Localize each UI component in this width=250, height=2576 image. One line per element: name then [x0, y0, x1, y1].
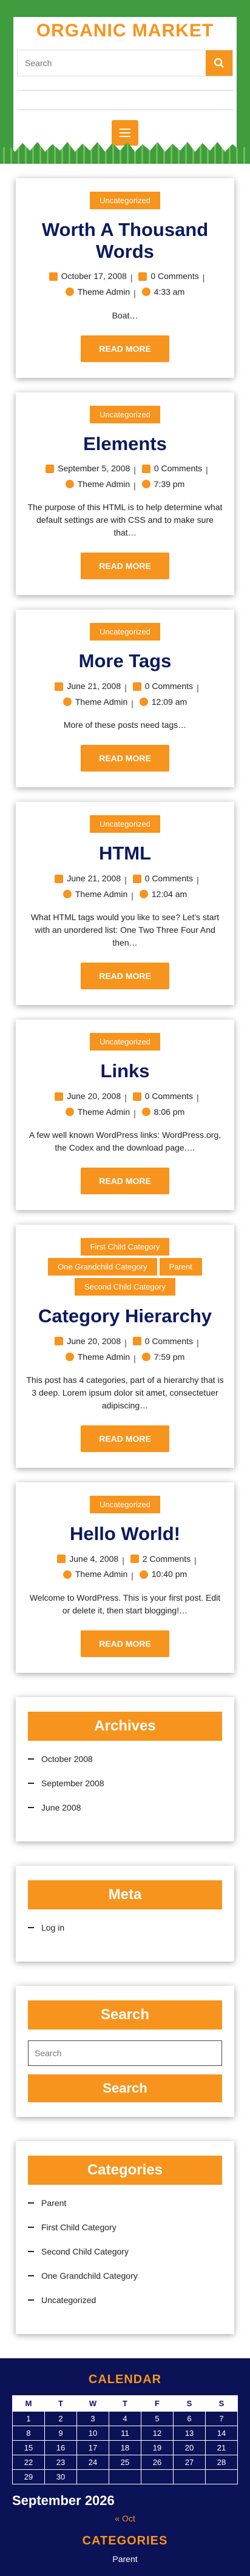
post-excerpt: The purpose of this HTML is to help determine what default settings are with CSS and to make sure that… [27, 502, 223, 538]
post-card [16, 392, 234, 596]
calendar-day: 3 [77, 2412, 109, 2426]
user-icon [66, 1108, 74, 1116]
calendar-day: 1 [13, 2412, 45, 2426]
archive-link[interactable]: June 2008 [28, 1803, 222, 1812]
calendar-week-row [13, 2470, 238, 2484]
comments-icon [138, 272, 147, 281]
user-icon [63, 1570, 72, 1579]
post-date[interactable]: September 5, 2008 [58, 463, 130, 474]
category-badge[interactable]: First Child Category [81, 1238, 170, 1256]
calendar-icon [49, 272, 58, 281]
calendar-table [12, 2395, 238, 2484]
calendar-day: 20 [174, 2441, 206, 2455]
post-comments[interactable]: 0 Comments [144, 681, 193, 691]
calendar-week-row [13, 2455, 238, 2470]
weekday-header: M [13, 2396, 45, 2412]
category-link[interactable]: Parent [28, 2198, 222, 2208]
weekday-header: F [141, 2396, 174, 2412]
site-title[interactable]: ORGANIC MARKET [36, 21, 214, 41]
footer-category-link[interactable]: Parent [112, 2554, 138, 2564]
post-categories [25, 1032, 225, 1052]
read-more-button[interactable]: READ MORE [81, 1425, 169, 1452]
category-badge[interactable]: Uncategorized [90, 623, 160, 641]
calendar-title: CALENDAR [88, 2373, 162, 2387]
categories-list [28, 2198, 222, 2305]
post-author[interactable]: Theme Admin [75, 1569, 128, 1579]
calendar-day: 24 [77, 2455, 109, 2470]
calendar-body [13, 2412, 238, 2484]
search-widget [16, 1986, 234, 2117]
calendar-day: 28 [206, 2455, 238, 2470]
calendar-day [77, 2470, 109, 2484]
calendar-day: 18 [109, 2441, 141, 2455]
calendar-day [141, 2470, 174, 2484]
post-meta: June 4, 2008 | 2 Comments | Theme Admin | 10:40 pm [25, 1552, 225, 1583]
weekday-header: S [174, 2396, 206, 2412]
calendar-week-row [13, 2412, 238, 2426]
post-title[interactable]: More Tags [78, 650, 172, 672]
user-icon [63, 890, 72, 898]
post-meta: June 20, 2008 | 0 Comments | Theme Admin | 8:06 pm [25, 1089, 225, 1120]
calendar-day: 16 [45, 2441, 77, 2455]
post-card [16, 178, 234, 378]
calendar-day: 29 [13, 2470, 45, 2484]
category-badge[interactable]: Uncategorized [90, 1496, 160, 1513]
archive-link[interactable]: September 2008 [28, 1778, 222, 1788]
post-date[interactable]: June 20, 2008 [67, 1336, 121, 1346]
clock-icon [140, 1570, 148, 1579]
post-categories [25, 814, 225, 834]
calendar-day: 19 [141, 2441, 174, 2455]
hamburger-icon [120, 129, 130, 137]
clock-icon [140, 890, 148, 898]
divider [17, 109, 233, 110]
calendar-day: 14 [206, 2426, 238, 2441]
post-comments[interactable]: 2 Comments [142, 1553, 191, 1564]
calendar-day: 30 [45, 2470, 77, 2484]
post-author[interactable]: Theme Admin [77, 1106, 130, 1117]
user-icon [66, 480, 74, 488]
calendar-day: 7 [206, 2412, 238, 2426]
post-comments[interactable]: 0 Comments [154, 463, 203, 474]
calendar-day: 12 [141, 2426, 174, 2441]
post-author[interactable]: Theme Admin [75, 889, 128, 899]
post-comments[interactable]: 0 Comments [144, 873, 193, 884]
calendar-icon [55, 1092, 63, 1101]
clock-icon [142, 1108, 150, 1116]
post-date[interactable]: October 17, 2008 [61, 271, 127, 281]
post-meta: October 17, 2008 | 0 Comments | Theme Admin | 4:33 am [25, 269, 225, 300]
archive-link[interactable]: October 2008 [28, 1754, 222, 1764]
post-time: 7:59 pm [154, 1351, 185, 1362]
site-header [0, 0, 250, 164]
post-author[interactable]: Theme Admin [75, 696, 128, 707]
post-time: 12:09 am [151, 696, 187, 707]
widget-title: Meta [28, 1880, 222, 1909]
category-link[interactable]: Uncategorized [28, 2295, 222, 2305]
weekday-header: T [45, 2396, 77, 2412]
clock-icon [142, 480, 150, 488]
calendar-week-row [13, 2441, 238, 2455]
calendar-day [206, 2470, 238, 2484]
post-title[interactable]: Hello World! [70, 1523, 180, 1545]
comments-icon [130, 1555, 139, 1563]
post-categories [25, 1495, 225, 1515]
post-card [16, 1482, 234, 1673]
weekday-header: T [109, 2396, 141, 2412]
calendar-week-row [13, 2426, 238, 2441]
post-excerpt: More of these posts need tags… [63, 720, 187, 730]
clock-icon [142, 288, 150, 296]
post-meta: September 5, 2008 | 0 Comments | Theme Admin | 7:39 pm [25, 462, 225, 493]
post-date[interactable]: June 21, 2008 [67, 873, 121, 884]
search-icon [214, 58, 225, 69]
sidebar-search-input[interactable] [28, 2040, 222, 2066]
post-title[interactable]: Elements [83, 432, 167, 454]
calendar-day: 17 [77, 2441, 109, 2455]
comments-icon [133, 1337, 141, 1345]
post-author[interactable]: Theme Admin [77, 1351, 130, 1362]
menu-toggle-button[interactable] [112, 120, 138, 146]
post-card [16, 1020, 234, 1210]
post-date[interactable]: June 21, 2008 [67, 681, 121, 691]
user-icon [63, 698, 72, 706]
post-excerpt: Boat… [112, 310, 138, 320]
post-date[interactable]: June 4, 2008 [69, 1553, 119, 1564]
category-badge[interactable]: Parent [160, 1258, 202, 1276]
widget-title: Archives [28, 1712, 222, 1741]
post-title[interactable]: HTML [98, 842, 152, 864]
post-comments[interactable]: 0 Comments [144, 1336, 193, 1346]
sidebar [16, 1697, 234, 2334]
read-more-button[interactable]: READ MORE [81, 745, 169, 772]
footer-categories-title: CATEGORIES [82, 2534, 168, 2548]
post-time: 7:39 pm [154, 479, 185, 489]
divider [17, 90, 233, 91]
calendar-day: 6 [174, 2412, 206, 2426]
category-badge[interactable]: Uncategorized [90, 1033, 160, 1051]
post-date[interactable]: June 20, 2008 [67, 1091, 121, 1101]
post-title[interactable]: Category Hierarchy [38, 1305, 212, 1327]
post-excerpt: Welcome to WordPress. This is your first post. Edit or delete it, then start blogging!… [29, 1593, 221, 1616]
post-categories [25, 190, 225, 210]
post-meta: June 20, 2008 | 0 Comments | Theme Admin | 7:59 pm [25, 1334, 225, 1365]
archives-widget [16, 1697, 234, 1841]
read-more-button[interactable]: READ MORE [81, 335, 169, 362]
calendar-icon [46, 465, 54, 473]
post-author[interactable]: Theme Admin [77, 286, 130, 297]
category-badge[interactable]: Uncategorized [90, 192, 160, 209]
header-top-band [0, 0, 250, 17]
calendar-day [174, 2470, 206, 2484]
post-card [16, 1225, 234, 1468]
category-badge[interactable]: Second Child Category [75, 1278, 175, 1296]
calendar-day: 9 [45, 2426, 77, 2441]
category-link[interactable]: First Child Category [28, 2222, 222, 2232]
post-categories [25, 1237, 225, 1297]
read-more-button[interactable]: READ MORE [81, 553, 169, 579]
categories-widget [16, 2141, 234, 2334]
post-categories [25, 405, 225, 425]
clock-icon [140, 698, 148, 706]
calendar-day: 27 [174, 2455, 206, 2470]
category-link[interactable]: Second Child Category [28, 2247, 222, 2256]
login-link[interactable]: Log in [28, 1923, 222, 1932]
calendar-prev-link[interactable]: « Oct [115, 2514, 135, 2524]
post-meta: June 21, 2008 | 0 Comments | Theme Admin | 12:09 am [25, 679, 225, 710]
calendar-day: 13 [174, 2426, 206, 2441]
search-button[interactable] [206, 50, 232, 76]
post-title[interactable]: Links [100, 1060, 150, 1082]
calendar-icon [55, 1337, 63, 1345]
calendar-day: 4 [109, 2412, 141, 2426]
calendar-day: 10 [77, 2426, 109, 2441]
user-icon [66, 1353, 74, 1361]
calendar-day [109, 2470, 141, 2484]
post-list [0, 164, 250, 2334]
calendar-icon [55, 875, 63, 883]
weekday-header: W [77, 2396, 109, 2412]
calendar-day: 26 [141, 2455, 174, 2470]
post-time: 8:06 pm [154, 1106, 185, 1117]
post-excerpt: What HTML tags would you like to see? Let's start with an unordered list: One Two Three Four And then… [30, 912, 220, 948]
meta-list [28, 1923, 222, 1932]
post-time: 12:04 am [151, 889, 187, 899]
meta-widget [16, 1866, 234, 1962]
post-comments[interactable]: 0 Comments [144, 1091, 193, 1101]
calendar-day: 15 [13, 2441, 45, 2455]
post-card [16, 610, 234, 787]
post-excerpt: A few well known WordPress links: WordPress.org, the Codex and the download page.… [29, 1130, 221, 1153]
sidebar-search-button[interactable]: Search [28, 2074, 222, 2102]
site-footer [0, 2358, 250, 2576]
comments-icon [133, 682, 141, 691]
read-more-button[interactable]: READ MORE [81, 1630, 169, 1657]
comments-icon [133, 875, 141, 883]
category-badge[interactable]: Uncategorized [90, 406, 160, 423]
widget-title: Search [28, 2000, 222, 2030]
calendar-day: 21 [206, 2441, 238, 2455]
calendar-day: 11 [109, 2426, 141, 2441]
user-icon [66, 288, 74, 296]
post-comments[interactable]: 0 Comments [150, 271, 199, 281]
post-title[interactable]: Worth A Thousand Words [41, 219, 209, 262]
calendar-day: 25 [109, 2455, 141, 2470]
header-search [17, 50, 233, 76]
search-input[interactable] [18, 50, 206, 76]
clock-icon [142, 1353, 150, 1361]
calendar-day: 22 [13, 2455, 45, 2470]
post-meta: June 21, 2008 | 0 Comments | Theme Admin | 12:04 am [25, 872, 225, 903]
calendar-icon [57, 1555, 66, 1563]
post-time: 4:33 am [154, 286, 185, 297]
calendar-day: 2 [45, 2412, 77, 2426]
post-excerpt: This post has 4 categories, part of a hierarchy that is 3 deep. Lorem ipsum dolor sit amet, consectetuer adipiscing… [26, 1375, 224, 1411]
calendar-day: 23 [45, 2455, 77, 2470]
archives-list [28, 1754, 222, 1812]
weekday-header: S [206, 2396, 238, 2412]
comments-icon [133, 1092, 141, 1101]
grass-decoration [0, 142, 250, 164]
calendar-icon [55, 682, 63, 691]
post-author[interactable]: Theme Admin [77, 479, 130, 489]
comments-icon [142, 465, 150, 473]
category-link[interactable]: One Grandchild Category [28, 2271, 222, 2281]
widget-title: Categories [28, 2156, 222, 2185]
post-categories [25, 622, 225, 642]
read-more-button[interactable]: READ MORE [81, 963, 169, 989]
calendar-caption: September 2026 [12, 2493, 115, 2509]
category-badge[interactable]: One Grandchild Category [48, 1258, 157, 1276]
post-time: 10:40 pm [151, 1569, 187, 1579]
calendar-day: 5 [141, 2412, 174, 2426]
category-badge[interactable]: Uncategorized [90, 815, 160, 833]
calendar-day: 8 [13, 2426, 45, 2441]
post-card [16, 802, 234, 1005]
read-more-button[interactable]: READ MORE [81, 1168, 169, 1194]
